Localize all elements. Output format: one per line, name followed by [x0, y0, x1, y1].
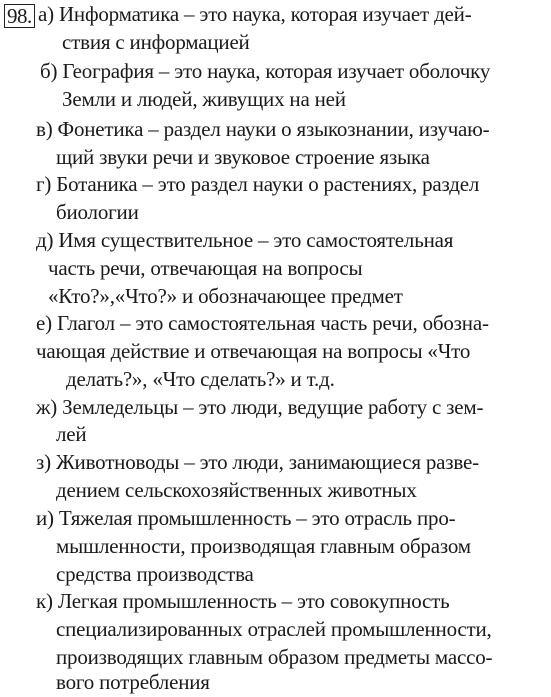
- text-line: к) Легкая промышленность – это совокупность: [36, 589, 450, 613]
- text-line: часть речи, отвечающая на вопросы: [48, 256, 363, 280]
- text-line: чающая действие и отвечающая на вопросы «Что: [36, 339, 471, 363]
- exercise-number: 98.: [4, 4, 35, 28]
- text-line: д) Имя существительное – это самостоятельная: [36, 228, 454, 252]
- text-line: делать?», «Что сделать?» и т.д.: [66, 367, 335, 391]
- text-line: лей: [56, 422, 87, 446]
- text-line: в) Фонетика – раздел науки о языкознании, изучаю-: [36, 117, 490, 141]
- text-line: мышленности, производящая главным образом: [56, 534, 471, 558]
- text-line: и) Тяжелая промышленность – это отрасль про-: [36, 506, 456, 530]
- text-line: средства производства: [56, 562, 254, 586]
- text-line: е) Глагол – это самостоятельная часть речи, обозна-: [36, 311, 489, 335]
- text-line: щий звуки речи и звуковое строение языка: [56, 145, 430, 169]
- text-line: «Кто?»,«Что?» и обозначающее предмет: [48, 284, 403, 308]
- text-line: ж) Земледельцы – это люди, ведущие работу с зем-: [36, 395, 484, 419]
- text-line: биологии: [56, 200, 139, 224]
- text-line: вого потребления: [56, 670, 210, 694]
- text-line: з) Животноводы – это люди, занимающиеся разве-: [36, 450, 479, 474]
- text-line: Земли и людей, живущих на ней: [62, 87, 346, 111]
- text-line: а) Информатика – это наука, которая изучает дей-: [38, 2, 472, 26]
- text-line: специализированных отраслей промышленности,: [56, 617, 492, 641]
- text-line: производящих главным образом предметы массо-: [56, 645, 493, 669]
- text-line: б) География – это наука, которая изучает оболочку: [40, 59, 491, 83]
- text-line: ствия с информацией: [62, 30, 250, 54]
- text-line: дением сельскохозяйственных животных: [56, 478, 417, 502]
- text-line: г) Ботаника – это раздел науки о растениях, раздел: [36, 172, 480, 196]
